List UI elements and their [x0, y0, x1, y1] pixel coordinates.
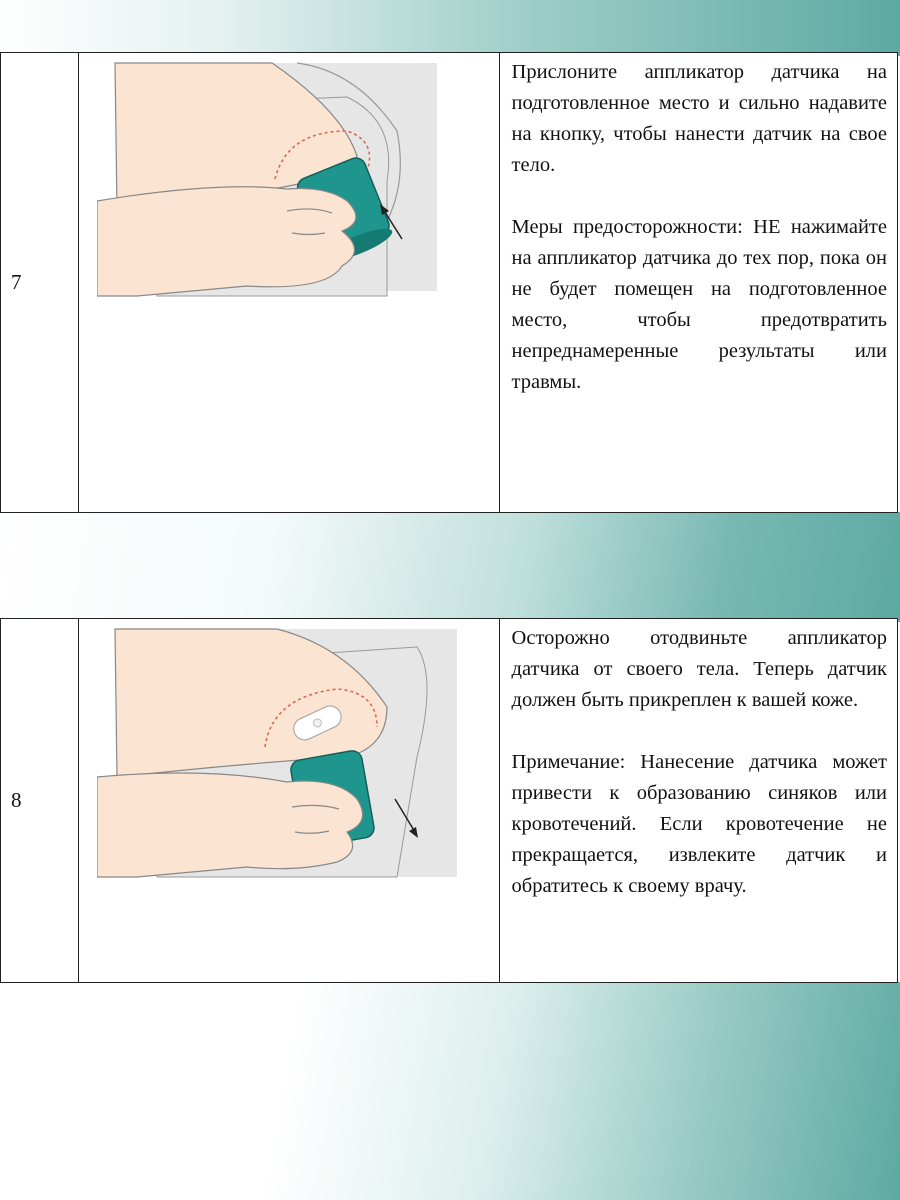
remove-applicator-illustration [97, 627, 457, 882]
note-paragraph: Примечание: Нанесение датчика может привести к образованию синяков или кровотечений. Если кровотечение не прекращается, извлеките датчик и обратитесь к своему врачу. [511, 751, 887, 897]
apply-sensor-illustration [97, 61, 437, 301]
caution-paragraph: Меры предосторожности: НЕ нажимайте на аппликатор датчика до тех пор, пока он не будет помещен на подготовленное место, чтобы предотвратить непреднамеренные результаты или травмы. [511, 216, 887, 393]
illustration-cell [79, 619, 499, 983]
step-7-table [0, 52, 898, 513]
instruction-text-cell [499, 619, 897, 983]
instruction-text-cell [499, 53, 897, 513]
middle-gradient-band [0, 512, 900, 622]
top-gradient-band [0, 0, 900, 56]
illustration-cell [79, 53, 499, 513]
bottom-gradient-band [0, 982, 900, 1200]
step-8-table [0, 618, 898, 983]
step-number: 7 [1, 53, 79, 513]
instruction-paragraph: Осторожно отодвиньте аппликатор датчика от своего тела. Теперь датчик должен быть прикреплен к вашей коже. [511, 627, 887, 711]
instruction-paragraph: Прислоните аппликатор датчика на подготовленное место и сильно надавите на кнопку, чтобы нанести датчик на свое тело. [511, 61, 887, 176]
step-number: 8 [1, 619, 79, 983]
